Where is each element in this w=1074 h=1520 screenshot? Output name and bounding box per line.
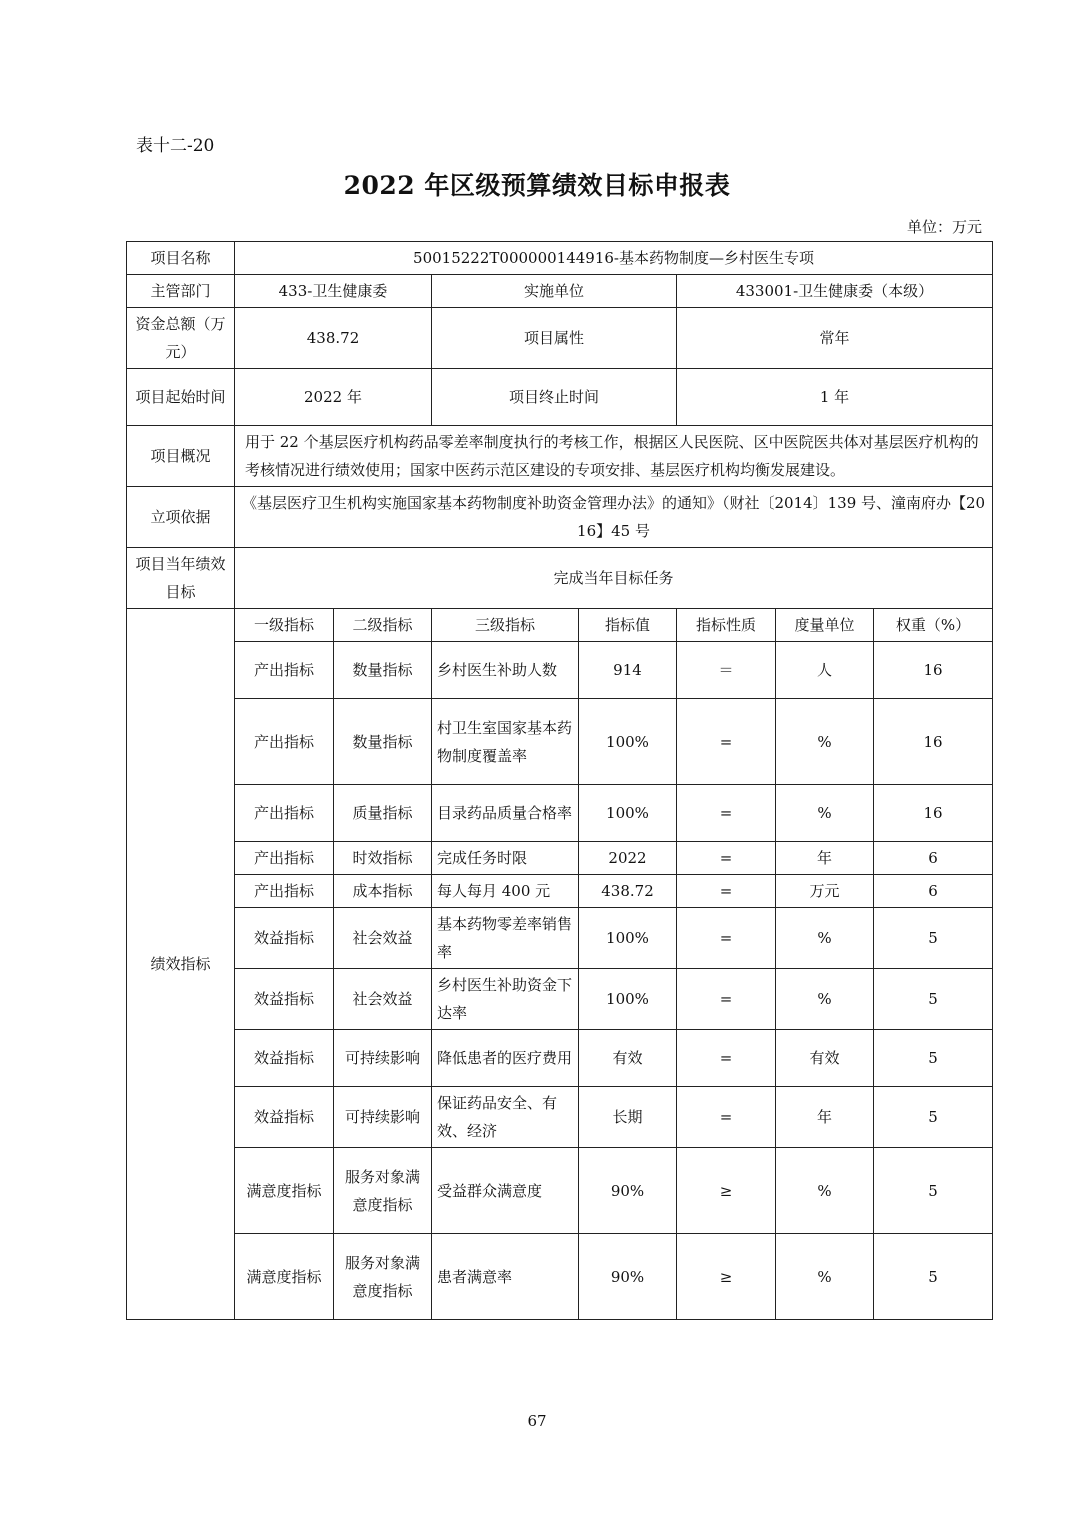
goal-value: 完成当年目标任务 <box>235 548 993 609</box>
cell-value: 100% <box>579 785 677 842</box>
table-row <box>127 1148 993 1234</box>
table-row <box>127 1087 993 1148</box>
cell-level1: 效益指标 <box>235 1087 334 1148</box>
table-row <box>127 785 993 842</box>
cell-nature: = <box>677 785 776 842</box>
project-name-value: 50015222T000000144916-基本药物制度—乡村医生专项 <box>235 242 993 275</box>
cell-level2: 社会效益 <box>334 908 432 969</box>
table-row <box>127 969 993 1030</box>
cell-unit: 人 <box>776 642 874 699</box>
cell-weight: 5 <box>874 1148 993 1234</box>
document-title: 2022 年区级预算绩效目标申报表 <box>343 171 731 200</box>
cell-weight: 16 <box>874 642 993 699</box>
cell-level2: 服务对象满意度指标 <box>334 1148 432 1234</box>
cell-level1: 产出指标 <box>235 875 334 908</box>
department-value: 433-卫生健康委 <box>235 275 432 308</box>
cell-level3: 每人每月 400 元 <box>432 875 579 908</box>
overview-value: 用于 22 个基层医疗机构药品零差率制度执行的考核工作，根据区人民医院、区中医院医共体对基层医疗机构的考核情况进行绩效使用；国家中医药示范区建设的专项安排、基层医疗机构均衡发展建设。 <box>235 426 993 487</box>
cell-level1: 效益指标 <box>235 908 334 969</box>
table-row <box>127 842 993 875</box>
table-row <box>127 875 993 908</box>
row-project-name <box>127 242 993 275</box>
table-row <box>127 1030 993 1087</box>
end-time-label: 项目终止时间 <box>432 369 677 426</box>
cell-value: 100% <box>579 699 677 785</box>
row-overview <box>127 426 993 487</box>
row-period <box>127 369 993 426</box>
cell-level1: 产出指标 <box>235 642 334 699</box>
table-row <box>127 699 993 785</box>
header-unit: 度量单位 <box>776 609 874 642</box>
cell-value: 2022 <box>579 842 677 875</box>
cell-level3: 村卫生室国家基本药物制度覆盖率 <box>432 699 579 785</box>
cell-unit: % <box>776 1234 874 1320</box>
project-attribute-label: 项目属性 <box>432 308 677 369</box>
implementing-unit-label: 实施单位 <box>432 275 677 308</box>
goal-label: 项目当年绩效目标 <box>127 548 235 609</box>
cell-value: 长期 <box>579 1087 677 1148</box>
cell-nature: ≥ <box>677 1234 776 1320</box>
cell-nature: = <box>677 1087 776 1148</box>
cell-weight: 5 <box>874 1030 993 1087</box>
project-name-label: 项目名称 <box>127 242 235 275</box>
table-row <box>127 908 993 969</box>
table-row <box>127 1234 993 1320</box>
cell-unit: % <box>776 908 874 969</box>
cell-level1: 产出指标 <box>235 842 334 875</box>
cell-value: 90% <box>579 1148 677 1234</box>
budget-table <box>126 241 993 1320</box>
cell-weight: 16 <box>874 785 993 842</box>
cell-nature: = <box>677 1030 776 1087</box>
basis-label: 立项依据 <box>127 487 235 548</box>
cell-level2: 可持续影响 <box>334 1087 432 1148</box>
unit-label: 单位：万元 <box>906 218 982 236</box>
department-label: 主管部门 <box>127 275 235 308</box>
cell-unit: % <box>776 969 874 1030</box>
cell-nature: = <box>677 699 776 785</box>
cell-weight: 5 <box>874 969 993 1030</box>
cell-weight: 6 <box>874 842 993 875</box>
fund-total-value: 438.72 <box>235 308 432 369</box>
cell-level2: 可持续影响 <box>334 1030 432 1087</box>
row-basis <box>127 487 993 548</box>
basis-value: 《基层医疗卫生机构实施国家基本药物制度补助资金管理办法》的通知》（财社〔2014〕139 号、潼南府办【2016】45 号 <box>235 487 993 548</box>
cell-level3: 乡村医生补助资金下达率 <box>432 969 579 1030</box>
cell-unit: % <box>776 785 874 842</box>
project-attribute-value: 常年 <box>677 308 993 369</box>
row-department <box>127 275 993 308</box>
cell-level1: 效益指标 <box>235 1030 334 1087</box>
cell-unit: 年 <box>776 842 874 875</box>
cell-nature: = <box>677 842 776 875</box>
cell-weight: 5 <box>874 908 993 969</box>
overview-label: 项目概况 <box>127 426 235 487</box>
cell-nature: = <box>677 908 776 969</box>
fund-total-label: 资金总额（万元） <box>127 308 235 369</box>
cell-level2: 质量指标 <box>334 785 432 842</box>
implementing-unit-value: 433001-卫生健康委（本级） <box>677 275 993 308</box>
cell-value: 914 <box>579 642 677 699</box>
perf-header-row <box>127 609 993 642</box>
cell-weight: 5 <box>874 1087 993 1148</box>
cell-value: 100% <box>579 969 677 1030</box>
cell-value: 90% <box>579 1234 677 1320</box>
cell-level2: 数量指标 <box>334 699 432 785</box>
cell-weight: 5 <box>874 1234 993 1320</box>
cell-unit: 有效 <box>776 1030 874 1087</box>
cell-level3: 基本药物零差率销售率 <box>432 908 579 969</box>
cell-level3: 乡村医生补助人数 <box>432 642 579 699</box>
cell-nature: = <box>677 969 776 1030</box>
end-time-value: 1 年 <box>677 369 993 426</box>
header-level3: 三级指标 <box>432 609 579 642</box>
header-weight: 权重（%） <box>874 609 993 642</box>
cell-unit: % <box>776 1148 874 1234</box>
header-level1: 一级指标 <box>235 609 334 642</box>
cell-level2: 社会效益 <box>334 969 432 1030</box>
header-level2: 二级指标 <box>334 609 432 642</box>
cell-value: 100% <box>579 908 677 969</box>
page-number: 67 <box>527 1412 547 1430</box>
cell-level1: 满意度指标 <box>235 1234 334 1320</box>
cell-nature: ＝ <box>677 642 776 699</box>
cell-unit: 年 <box>776 1087 874 1148</box>
cell-level2: 数量指标 <box>334 642 432 699</box>
cell-level1: 产出指标 <box>235 785 334 842</box>
header-nature: 指标性质 <box>677 609 776 642</box>
row-goal <box>127 548 993 609</box>
performance-indicator-label: 绩效指标 <box>127 609 235 1320</box>
cell-level2: 服务对象满意度指标 <box>334 1234 432 1320</box>
cell-level3: 降低患者的医疗费用 <box>432 1030 579 1087</box>
header-value: 指标值 <box>579 609 677 642</box>
cell-nature: ≥ <box>677 1148 776 1234</box>
table-number: 表十二-20 <box>136 136 215 156</box>
table-row <box>127 642 993 699</box>
cell-level3: 患者满意率 <box>432 1234 579 1320</box>
cell-value: 438.72 <box>579 875 677 908</box>
cell-level3: 目录药品质量合格率 <box>432 785 579 842</box>
cell-level3: 保证药品安全、有效、经济 <box>432 1087 579 1148</box>
cell-weight: 6 <box>874 875 993 908</box>
cell-unit: % <box>776 699 874 785</box>
cell-level1: 产出指标 <box>235 699 334 785</box>
row-fund <box>127 308 993 369</box>
cell-level3: 完成任务时限 <box>432 842 579 875</box>
cell-level2: 时效指标 <box>334 842 432 875</box>
cell-unit: 万元 <box>776 875 874 908</box>
cell-level2: 成本指标 <box>334 875 432 908</box>
cell-level3: 受益群众满意度 <box>432 1148 579 1234</box>
start-time-value: 2022 年 <box>235 369 432 426</box>
cell-level1: 满意度指标 <box>235 1148 334 1234</box>
start-time-label: 项目起始时间 <box>127 369 235 426</box>
cell-nature: = <box>677 875 776 908</box>
cell-weight: 16 <box>874 699 993 785</box>
cell-level1: 效益指标 <box>235 969 334 1030</box>
cell-value: 有效 <box>579 1030 677 1087</box>
